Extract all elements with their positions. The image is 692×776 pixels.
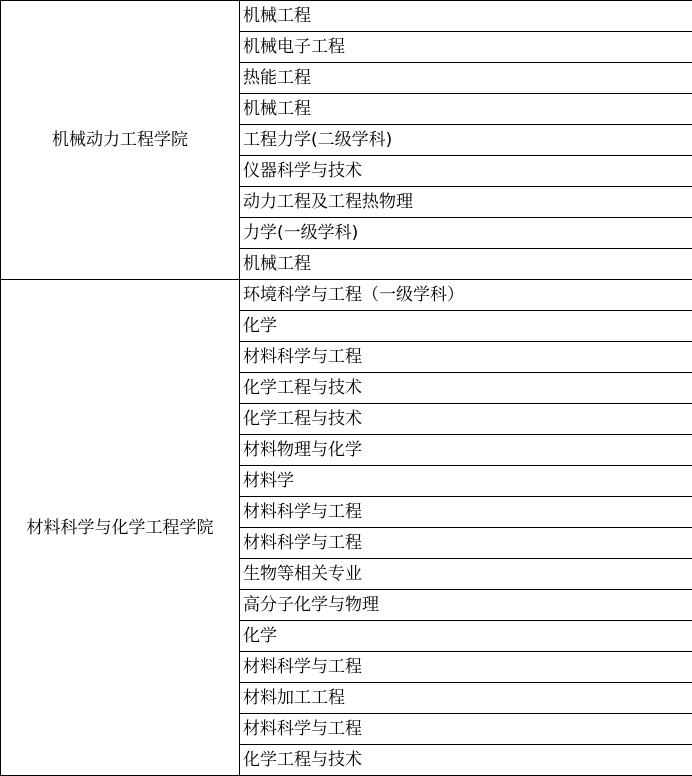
- major-cell: 高分子化学与物理: [240, 590, 692, 621]
- college-name-cell: 机械动力工程学院: [1, 1, 240, 280]
- major-cell: 材料科学与工程: [240, 342, 692, 373]
- major-cell: 化学: [240, 621, 692, 652]
- table-body: [1, 1, 692, 776]
- major-cell: 环境科学与工程（一级学科）: [240, 280, 692, 311]
- major-cell: 生物等相关专业: [240, 559, 692, 590]
- major-cell: 热能工程: [240, 63, 692, 94]
- major-cell: 机械电子工程: [240, 32, 692, 63]
- college-name-cell: 材料科学与化学工程学院: [1, 280, 240, 776]
- major-cell: 材料学: [240, 466, 692, 497]
- major-cell: 材料科学与工程: [240, 528, 692, 559]
- major-cell: 机械工程: [240, 249, 692, 280]
- major-cell: 材料科学与工程: [240, 497, 692, 528]
- major-cell: 仪器科学与技术: [240, 156, 692, 187]
- table-row: [1, 1, 692, 32]
- major-cell: 化学工程与技术: [240, 404, 692, 435]
- major-cell: 机械工程: [240, 1, 692, 32]
- major-cell: 化学工程与技术: [240, 745, 692, 776]
- major-cell: 动力工程及工程热物理: [240, 187, 692, 218]
- major-cell: 材料物理与化学: [240, 435, 692, 466]
- major-cell: 材料科学与工程: [240, 652, 692, 683]
- major-cell: 化学: [240, 311, 692, 342]
- major-cell: 机械工程: [240, 94, 692, 125]
- major-cell: 材料加工工程: [240, 683, 692, 714]
- table-row: [1, 280, 692, 311]
- major-cell: 力学(一级学科): [240, 218, 692, 249]
- major-cell: 化学工程与技术: [240, 373, 692, 404]
- major-cell: 工程力学(二级学科): [240, 125, 692, 156]
- major-cell: 材料科学与工程: [240, 714, 692, 745]
